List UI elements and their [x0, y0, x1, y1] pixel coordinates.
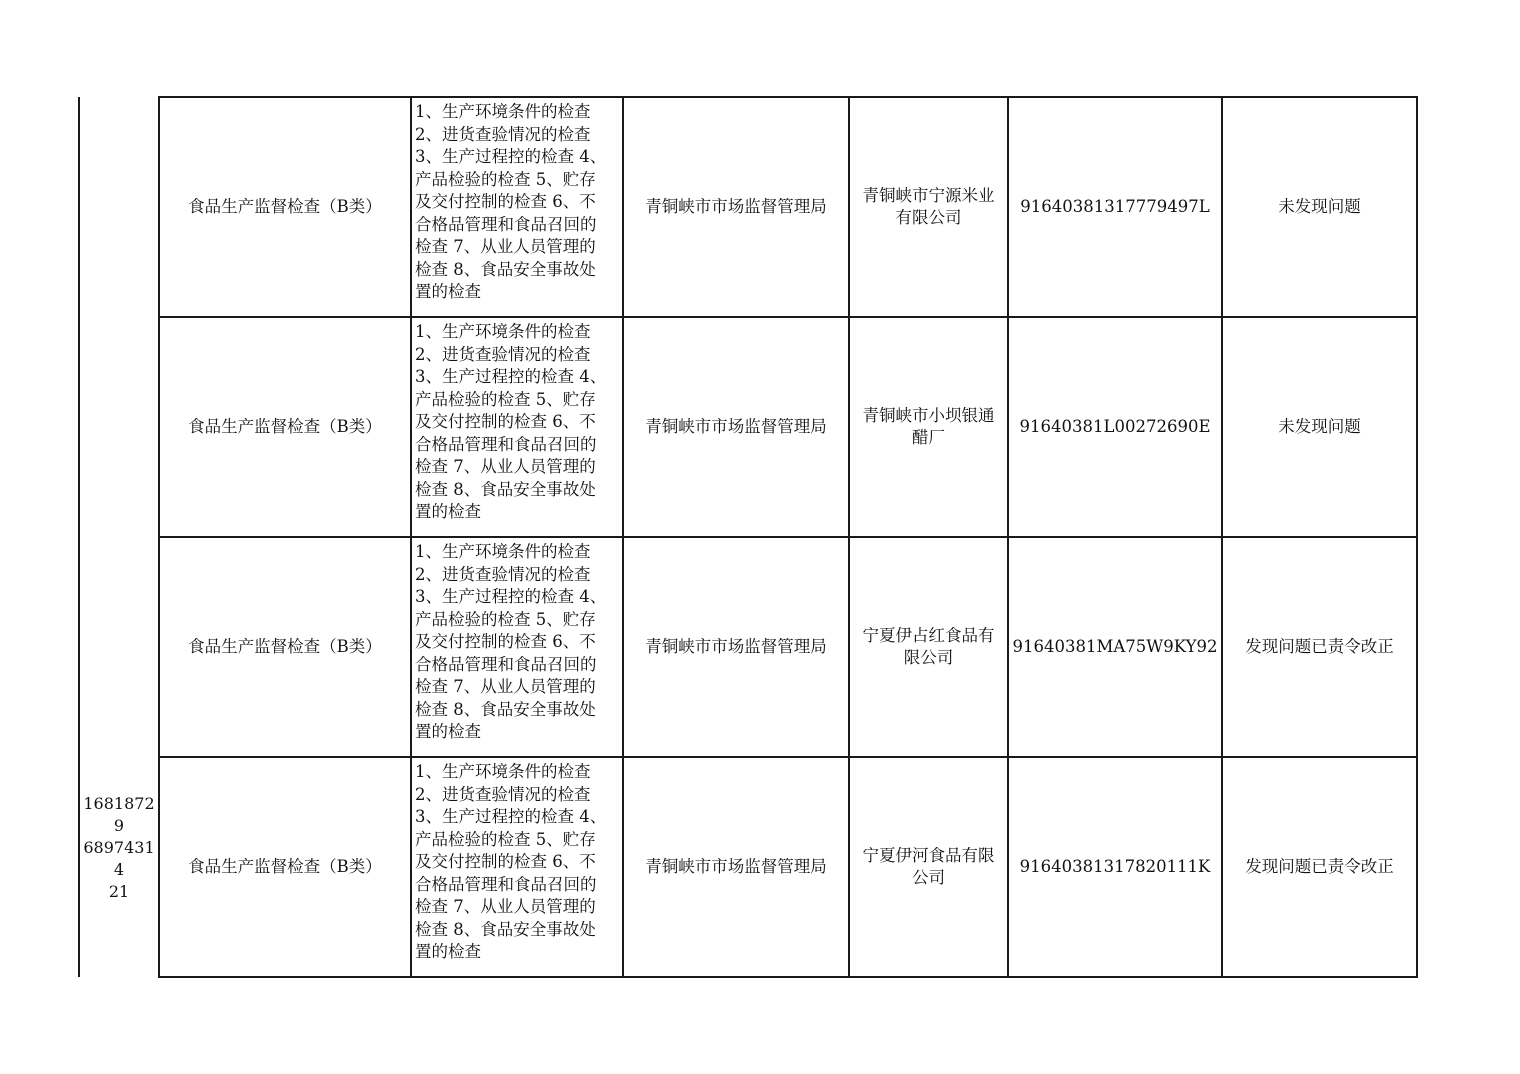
content-line: 2、进货查验情况的检查: [415, 124, 591, 144]
inspection-item-cell: 食品生产监督检查（B类）: [159, 317, 411, 537]
content-line: 合格品管理和食品召回的: [415, 434, 597, 454]
content-line: 及交付控制的检查 6、不: [415, 852, 596, 871]
content-line: 检查 7、从业人员管理的: [415, 457, 596, 476]
content-line: 3、生产过程控的检查 4、: [415, 367, 607, 386]
result-cell: 发现问题已责令改正: [1222, 537, 1417, 757]
content-line: 置的检查: [415, 282, 481, 301]
authority-cell: 青铜峡市市场监督管理局: [623, 317, 849, 537]
content-line: 检查 7、从业人员管理的: [415, 237, 596, 256]
record-id-line: 68974314: [83, 838, 155, 879]
content-line: 3、生产过程控的检查 4、: [415, 807, 607, 826]
table-row: [79, 757, 1417, 977]
table-row: [79, 537, 1417, 757]
credit-code-cell: 91640381L00272690E: [1008, 317, 1222, 537]
credit-code-cell: 91640381317820111K: [1008, 757, 1222, 977]
authority-cell: 青铜峡市市场监督管理局: [623, 757, 849, 977]
record-id-line: 16818729: [83, 794, 155, 835]
content-line: 3、生产过程控的检查 4、: [415, 587, 607, 606]
record-id-line: 21: [108, 882, 130, 901]
company-cell: 宁夏伊占红食品有限公司: [849, 537, 1008, 757]
table-row: [79, 317, 1417, 537]
inspection-item-cell: 食品生产监督检查（B类）: [159, 757, 411, 977]
content-line: 2、进货查验情况的检查: [415, 784, 591, 804]
content-line: 合格品管理和食品召回的: [415, 214, 597, 234]
content-line: 产品检验的检查 5、贮存: [415, 389, 596, 409]
content-line: 产品检验的检查 5、贮存: [415, 609, 596, 629]
credit-code-cell: 91640381MA75W9KY92: [1008, 537, 1222, 757]
company-cell: 宁夏伊河食品有限公司: [849, 757, 1008, 977]
content-line: 置的检查: [415, 942, 481, 961]
record-id-cell: [79, 97, 159, 977]
inspection-content-cell: [411, 97, 623, 317]
inspection-content-cell: [411, 317, 623, 537]
content-line: 及交付控制的检查 6、不: [415, 412, 596, 431]
content-line: 检查 8、食品安全事故处: [415, 699, 596, 719]
authority-cell: 青铜峡市市场监督管理局: [623, 537, 849, 757]
content-line: 2、进货查验情况的检查: [415, 344, 591, 364]
content-line: 产品检验的检查 5、贮存: [415, 829, 596, 849]
content-line: 3、生产过程控的检查 4、: [415, 147, 607, 166]
content-line: 产品检验的检查 5、贮存: [415, 169, 596, 189]
inspection-item-cell: 食品生产监督检查（B类）: [159, 97, 411, 317]
content-line: 检查 7、从业人员管理的: [415, 897, 596, 916]
content-line: 1、生产环境条件的检查: [415, 102, 591, 121]
record-id: [82, 793, 156, 903]
content-line: 检查 8、食品安全事故处: [415, 479, 596, 499]
inspection-content-cell: [411, 757, 623, 977]
content-line: 1、生产环境条件的检查: [415, 762, 591, 781]
table-row: [79, 97, 1417, 317]
content-line: 及交付控制的检查 6、不: [415, 192, 596, 211]
content-line: 1、生产环境条件的检查: [415, 542, 591, 561]
content-line: 2、进货查验情况的检查: [415, 564, 591, 584]
content-line: 合格品管理和食品召回的: [415, 874, 597, 894]
content-line: 检查 8、食品安全事故处: [415, 919, 596, 939]
inspection-results-table: [78, 96, 1418, 978]
content-line: 置的检查: [415, 502, 481, 521]
content-line: 1、生产环境条件的检查: [415, 322, 591, 341]
content-line: 合格品管理和食品召回的: [415, 654, 597, 674]
credit-code-cell: 91640381317779497L: [1008, 97, 1222, 317]
authority-cell: 青铜峡市市场监督管理局: [623, 97, 849, 317]
content-line: 及交付控制的检查 6、不: [415, 632, 596, 651]
result-cell: 未发现问题: [1222, 317, 1417, 537]
content-line: 置的检查: [415, 722, 481, 741]
inspection-content-cell: [411, 537, 623, 757]
inspection-item-cell: 食品生产监督检查（B类）: [159, 537, 411, 757]
content-line: 检查 8、食品安全事故处: [415, 259, 596, 279]
company-cell: 青铜峡市宁源米业有限公司: [849, 97, 1008, 317]
result-cell: 发现问题已责令改正: [1222, 757, 1417, 977]
content-line: 检查 7、从业人员管理的: [415, 677, 596, 696]
company-cell: 青铜峡市小坝银通醋厂: [849, 317, 1008, 537]
result-cell: 未发现问题: [1222, 97, 1417, 317]
